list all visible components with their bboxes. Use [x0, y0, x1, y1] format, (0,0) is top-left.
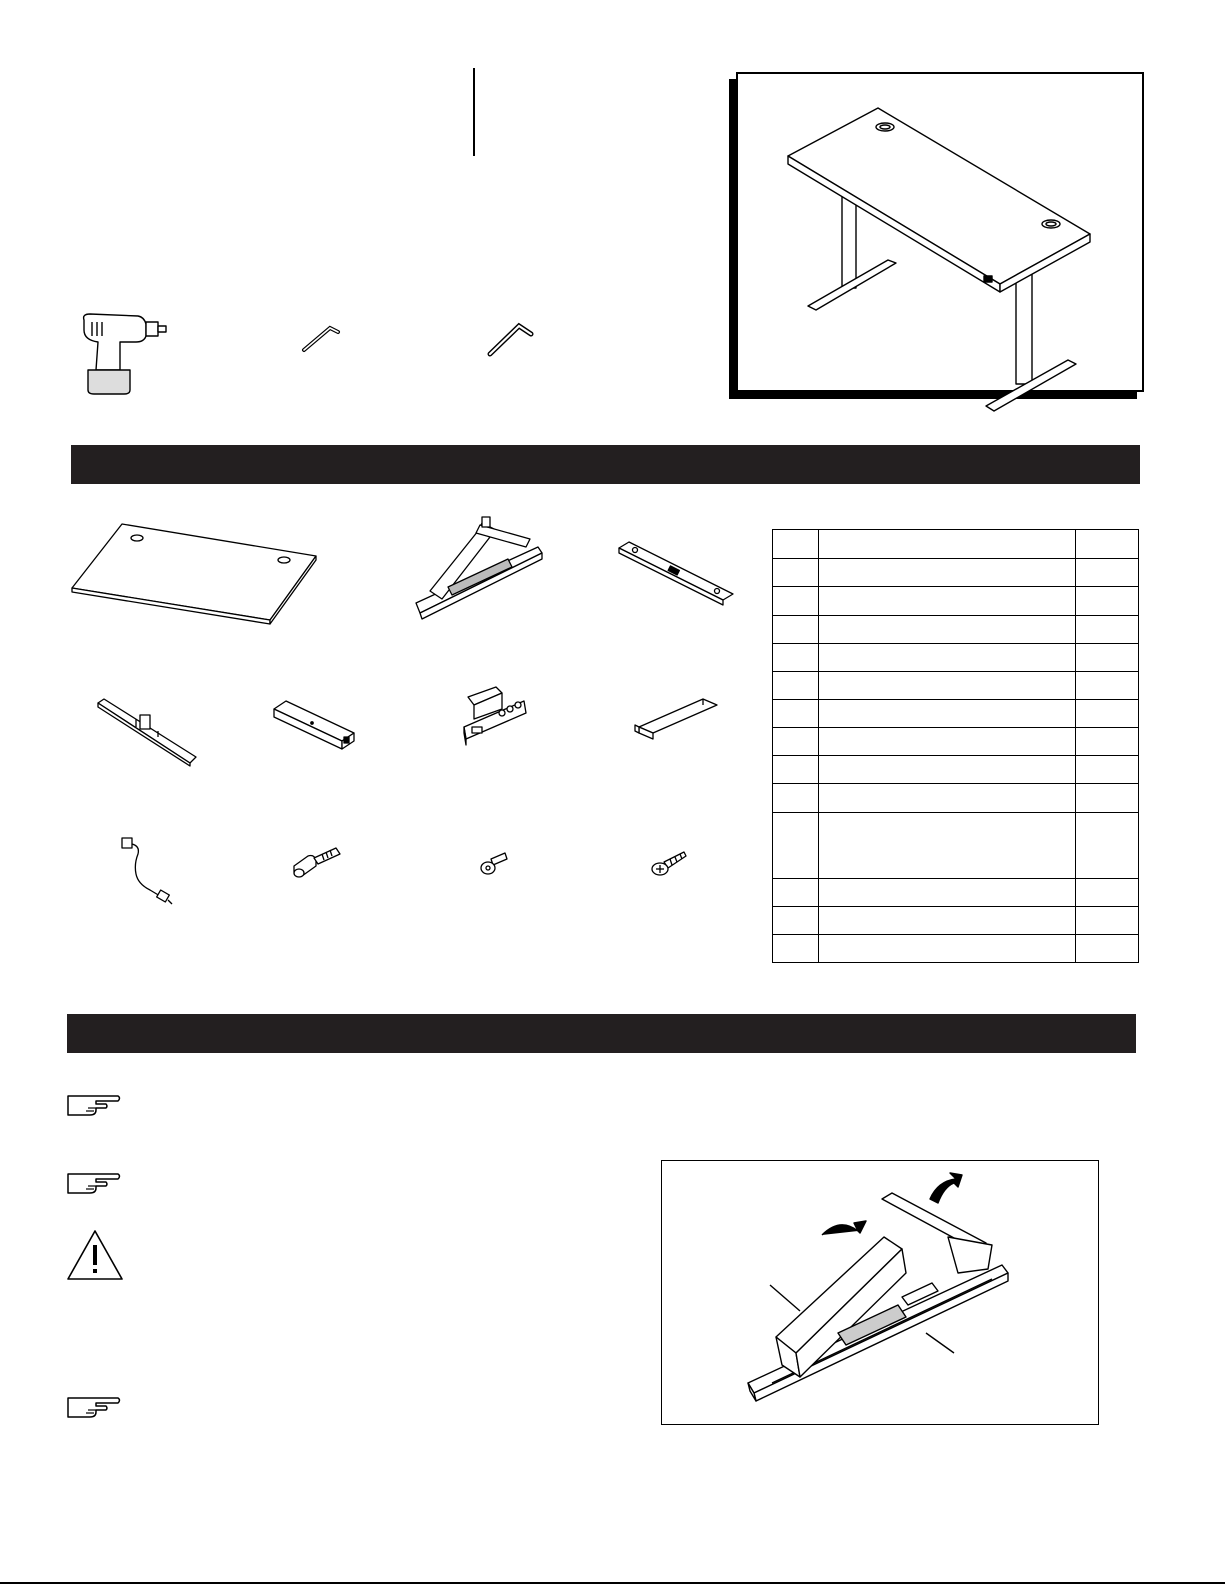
tool-large-hex-key: [487, 318, 535, 358]
leg-unfold-illustration-icon: [662, 1161, 1098, 1424]
assembled-desk-icon: [738, 74, 1142, 390]
part-leg-frame: [412, 515, 547, 625]
part-control-box: [272, 697, 358, 753]
part-power-cord: [118, 834, 178, 906]
control-panel-icon: [462, 683, 532, 753]
part-foot: [96, 697, 200, 767]
part-machine-screw: [479, 851, 509, 877]
spacer-bolt-icon: [290, 846, 344, 882]
wood-screw-icon: [650, 850, 690, 878]
table-row: [773, 644, 1139, 672]
bracket-icon: [633, 697, 721, 745]
table-row: [773, 672, 1139, 700]
table-row: [773, 756, 1139, 784]
note-hand-1: [66, 1092, 122, 1118]
desktop-panel-icon: [70, 520, 320, 625]
control-box-icon: [272, 697, 358, 753]
machine-screw-icon: [479, 851, 509, 877]
crossbar-icon: [617, 538, 737, 608]
small-hex-key-icon: [302, 322, 342, 354]
warning-triangle-icon: [66, 1229, 124, 1281]
tool-small-hex-key: [302, 322, 342, 354]
part-desktop: [70, 520, 320, 625]
note-hand-3: [66, 1394, 122, 1420]
header-divider: [473, 68, 475, 156]
note-warning: [66, 1229, 124, 1281]
table-row: [773, 700, 1139, 728]
part-control-panel: [462, 683, 532, 753]
note-hand-2: [66, 1170, 122, 1196]
table-row: [773, 616, 1139, 644]
part-wood-screw: [650, 850, 690, 878]
large-hex-key-icon: [487, 318, 535, 358]
cordless-drill-icon: [78, 312, 168, 397]
hardware-section-band: [71, 445, 1140, 484]
leg-frame-icon: [412, 515, 547, 625]
bottom-rule: [0, 1582, 1225, 1584]
table-row: [773, 559, 1139, 587]
table-row: [773, 813, 1139, 879]
part-spacer-bolt: [290, 846, 344, 882]
table-row: [773, 935, 1139, 963]
tool-drill: [78, 312, 168, 397]
table-row: [773, 728, 1139, 756]
pointing-hand-icon: [66, 1092, 122, 1118]
pointing-hand-icon: [66, 1394, 122, 1420]
pointing-hand-icon: [66, 1170, 122, 1196]
part-crossbar: [617, 538, 737, 608]
parts-list-table: [772, 529, 1139, 963]
table-row: [773, 907, 1139, 935]
part-bracket: [633, 697, 721, 745]
table-row: [773, 879, 1139, 907]
assembled-desk-illustration: [736, 72, 1144, 392]
leg-unfolding-diagram: [661, 1160, 1099, 1425]
table-row: [773, 530, 1139, 559]
instructions-section-band: [67, 1014, 1136, 1053]
power-cord-icon: [118, 834, 178, 906]
table-row: [773, 784, 1139, 813]
table-row: [773, 587, 1139, 616]
foot-icon: [96, 697, 200, 767]
